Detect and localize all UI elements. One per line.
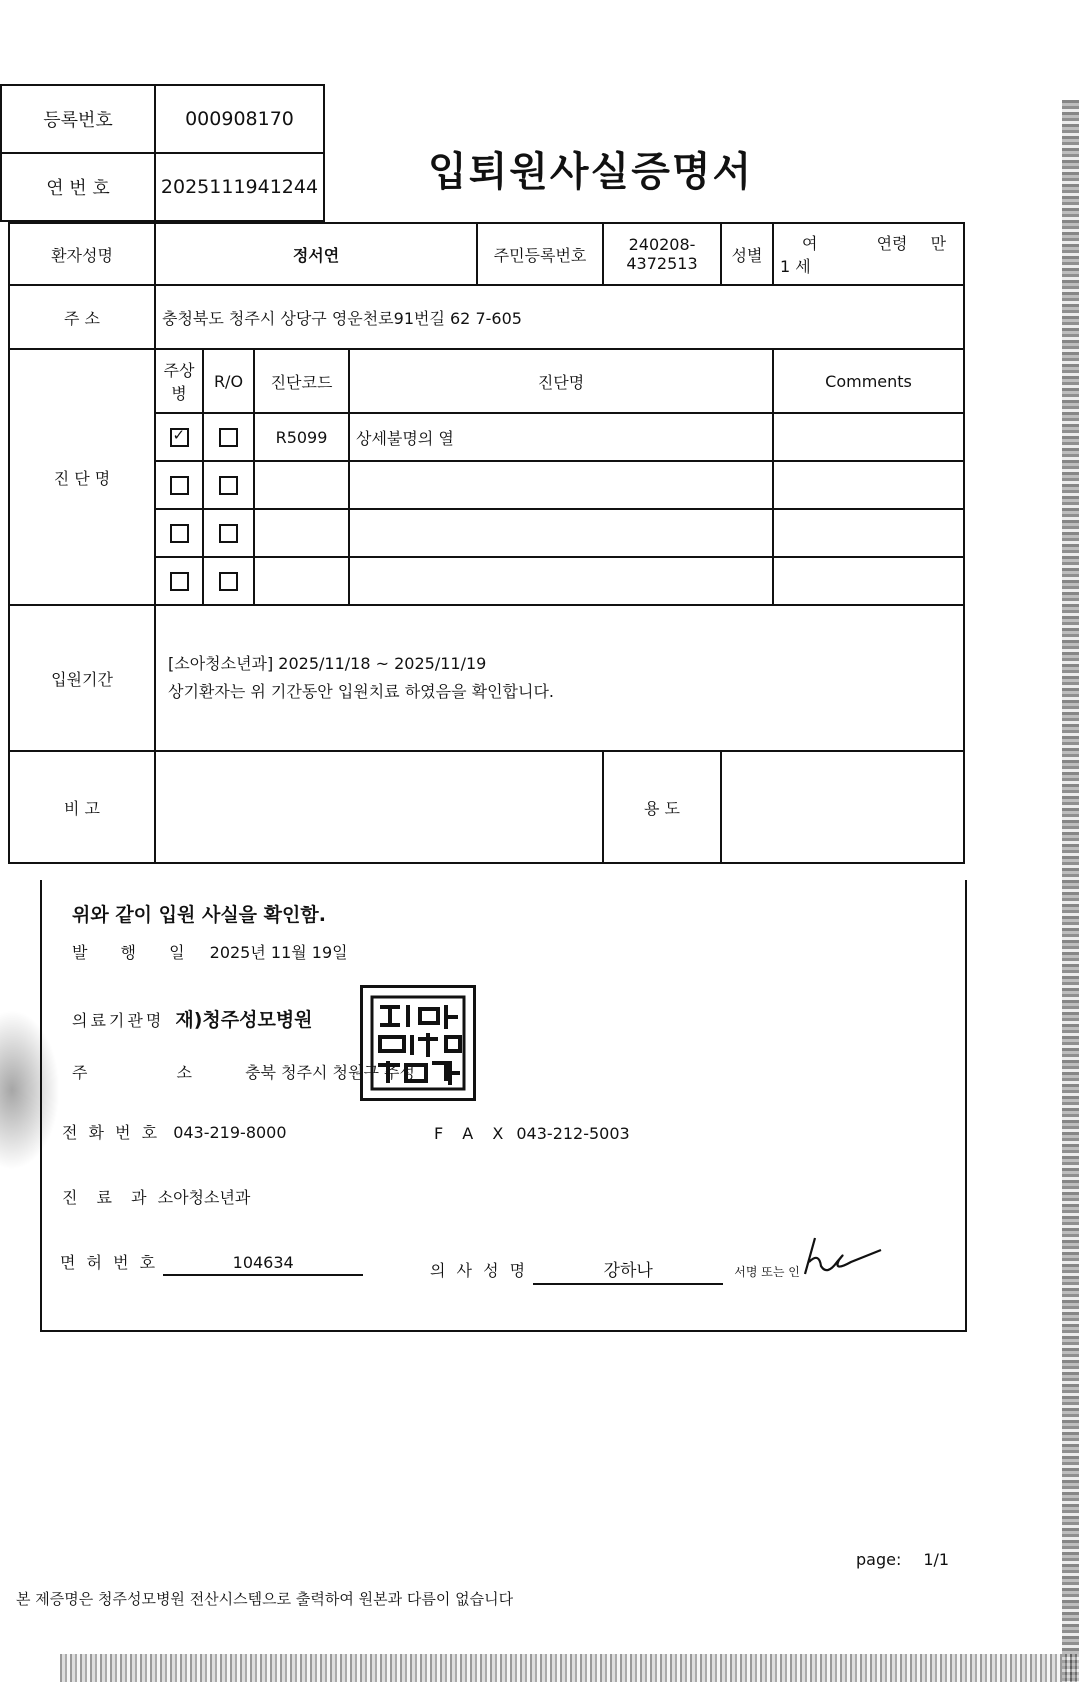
- diagnosis-name: 상세불명의 열: [349, 413, 773, 461]
- institution-address-label: 주 소: [72, 1063, 234, 1082]
- issue-date-row: [72, 940, 348, 963]
- license-label: 면 허 번 호: [60, 1253, 159, 1272]
- diagnosis-code: [254, 461, 349, 509]
- address-value: 충청북도 청주시 상당구 영운천로91번길 62 7-605: [155, 285, 964, 349]
- rrn-value: 240208-4372513: [603, 223, 721, 285]
- fax-row: [434, 1124, 630, 1143]
- registration-number: 000908170: [155, 85, 324, 153]
- diagnosis-section-label: 진 단 명: [9, 349, 155, 605]
- phone-row: [62, 1120, 287, 1143]
- institution-name: 재)청주성모병원: [175, 1009, 313, 1031]
- admission-statement: 상기환자는 위 기간동안 입원치료 하였음을 확인합니다.: [168, 682, 555, 701]
- serial-label: 연 번 호: [1, 153, 155, 221]
- confirm-statement: 위와 같이 입원 사실을 확인함.: [72, 904, 326, 926]
- department: 소아청소년과: [157, 1188, 251, 1207]
- issue-date-label: 발 행 일: [72, 943, 199, 962]
- admission-dates: [소아청소년과] 2025/11/18 ~ 2025/11/19: [168, 654, 487, 673]
- patient-name-label: 환자성명: [9, 223, 155, 285]
- ro-checkbox-icon: [219, 524, 238, 543]
- age-label: 연령: [876, 234, 908, 253]
- sex-age-cell: [773, 223, 964, 285]
- rrn-label: 주민등록번호: [477, 223, 603, 285]
- diagnosis-code: [254, 557, 349, 605]
- certificate-table: [8, 222, 965, 864]
- issue-date: 2025년 11월 19일: [209, 943, 348, 962]
- doctor-name: 강하나: [533, 1256, 723, 1285]
- main-checkbox-icon: [170, 476, 189, 495]
- department-row: [62, 1185, 250, 1208]
- document-title: 입퇴원사실증명서: [428, 149, 754, 195]
- admission-period: [155, 605, 964, 751]
- header-ro: R/O: [203, 349, 254, 413]
- ro-checkbox-icon: [219, 572, 238, 591]
- license-number: 104634: [163, 1253, 363, 1276]
- age-value: 만 1 세: [780, 234, 947, 276]
- patient-name: 정서연: [155, 223, 477, 285]
- main-checkbox-checked-icon: [170, 428, 189, 447]
- header-diagnosis-name: 진단명: [349, 349, 773, 413]
- doctor-label: 의 사 성 명: [430, 1261, 529, 1280]
- remarks-label: 비 고: [9, 751, 155, 863]
- doctor-signature-icon: [797, 1232, 887, 1282]
- diagnosis-name: [349, 509, 773, 557]
- diagnosis-name: [349, 557, 773, 605]
- scan-edge-bottom: [60, 1654, 1079, 1682]
- registration-box: [0, 84, 325, 222]
- diagnosis-comment: [773, 557, 964, 605]
- admission-label: 입원기간: [9, 605, 155, 751]
- remarks-value: [155, 751, 603, 863]
- institution-row: [72, 1005, 313, 1032]
- page-value: 1/1: [923, 1550, 950, 1569]
- diagnosis-comment: [773, 509, 964, 557]
- scan-edge-right: [1062, 100, 1079, 1682]
- phone-number: 043-219-8000: [173, 1123, 287, 1142]
- registration-label: 등록번호: [1, 85, 155, 153]
- header-comments: Comments: [773, 349, 964, 413]
- diagnosis-code: [254, 509, 349, 557]
- phone-label: 전 화 번 호: [62, 1123, 161, 1142]
- ro-checkbox-icon: [219, 428, 238, 447]
- header-code: 진단코드: [254, 349, 349, 413]
- hospital-seal: [360, 985, 476, 1101]
- diagnosis-name: [349, 461, 773, 509]
- page-number: [856, 1550, 949, 1569]
- usage-value: [721, 751, 964, 863]
- serial-number: 2025111941244: [155, 153, 324, 221]
- diagnosis-comment: [773, 413, 964, 461]
- fax-label: F A X: [434, 1124, 504, 1143]
- main-checkbox-icon: [170, 524, 189, 543]
- sign-label: 서명 또는 인: [734, 1265, 800, 1279]
- fax-number: 043-212-5003: [516, 1124, 630, 1143]
- usage-label: 용 도: [603, 751, 721, 863]
- institution-label: 의료기관명: [72, 1011, 165, 1030]
- address-label: 주 소: [9, 285, 155, 349]
- department-label: 진 료 과: [62, 1188, 147, 1207]
- header-main: 주상병: [155, 349, 203, 413]
- page-label: page:: [856, 1550, 902, 1569]
- diagnosis-comment: [773, 461, 964, 509]
- seal-glyph-icon: [368, 993, 468, 1093]
- main-checkbox-icon: [170, 572, 189, 591]
- footnote: 본 제증명은 청주성모병원 전산시스템으로 출력하여 원본과 다름이 없습니다: [16, 1590, 514, 1608]
- sex-label: 성별: [721, 223, 773, 285]
- diagnosis-code: R5099: [254, 413, 349, 461]
- license-row: [60, 1250, 363, 1276]
- institution-address: 충북 청주시 청원구 주성: [245, 1063, 415, 1082]
- ro-checkbox-icon: [219, 476, 238, 495]
- sex-value: 여: [802, 234, 818, 253]
- doctor-row: [430, 1256, 800, 1285]
